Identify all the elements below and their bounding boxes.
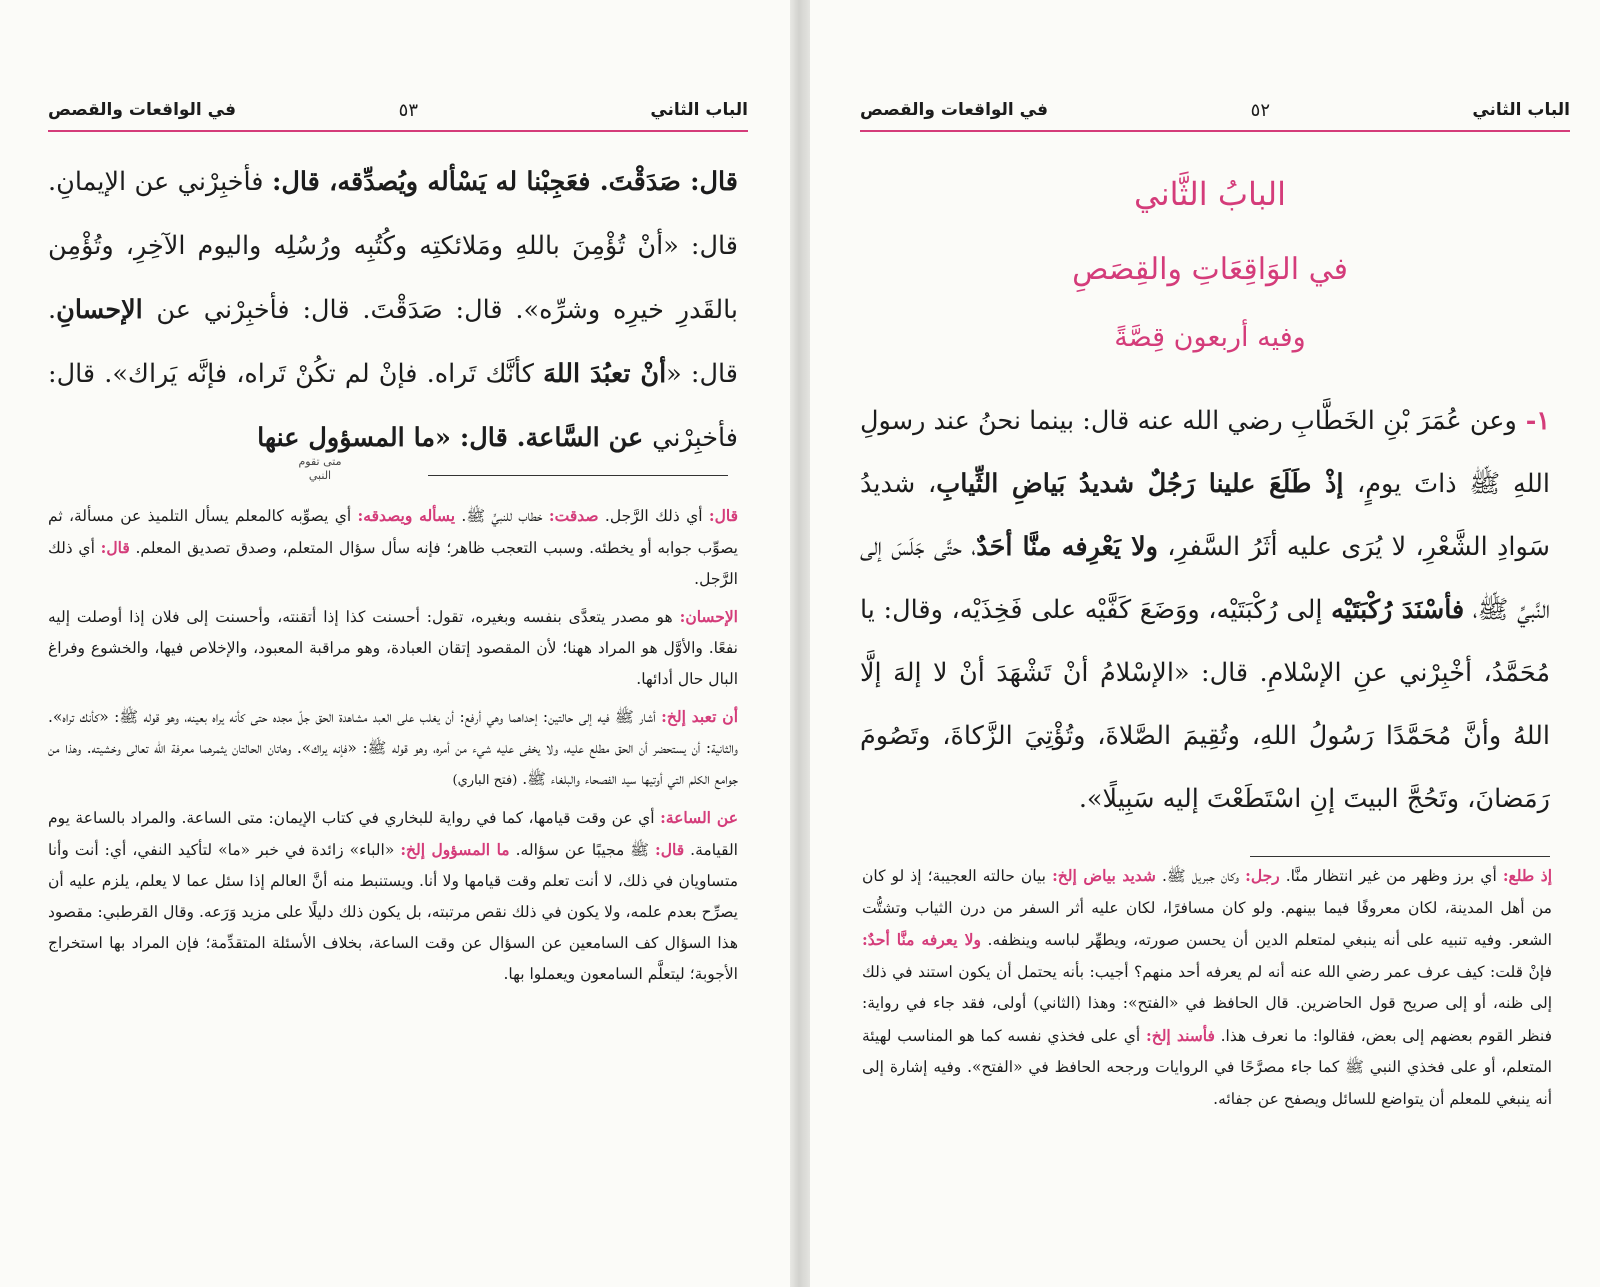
note-text: فإنْ قلت: كيف عرف عمر رضي الله عنه أنه لم يعرفه أحد منهم؟ أجيب: بأنه يحتمل أن يكون استند في ذلك إلى ظنه، أو إلى صريح قول الحاضرين. قال الحافظ في «الفتح»: وهذا (الثاني) أولى، فقد جاء في رواية: فنظر القوم بعضهم إلى بعض، فقالوا: ما نعرف هذا. <box>862 962 1552 1045</box>
note-text: أشار ﷺ فيه إلى حالتين: إحداهما وهي أرفع: أن يغلب على العبد مشاهدة الحق جلّ مجده حتى كأنه يراه بعينه، وهو قوله ﷺ: «كأنك تراه». والثانية: أن يستحضر أن الحق مطلع عليه، ولا يخفى عليه شيء من أمره، وهو قوله ﷺ: «فإنه يراك». وهاتان الحالتان يثمرهما معرفة الله تعالى وخشيته. وهذا من جوامع الكلم التي أوتيها سيد الفصحاء والبلغاء ﷺ. <box>48 708 738 788</box>
story-number: ١- <box>1516 406 1551 436</box>
chapter-title: البابُ الثَّاني <box>1134 175 1286 213</box>
note-keyword: رجل: <box>1245 866 1280 885</box>
note-source: (فتح الباري) <box>452 773 518 788</box>
main-segment: فأخبِرْني عن الإيمانِ. قال: «أنْ تُؤْمِنَ باللهِ ومَلائكتِه وكُتُبِه ورُسُلِه واليوم الآخِرِ، وتُؤْمِن بالقَدرِ خيرِه وشرِّه». قال: صَدَقْتَ. قال: فأخبِرْني عن <box>48 167 738 325</box>
main-segment: ولا يَعْرِفه منَّا أحَدٌ <box>976 532 1158 562</box>
footnotes <box>862 860 1552 1121</box>
footnote <box>48 701 738 796</box>
note-keyword: ولا يعرفه منَّا أحدٌ: <box>862 930 981 949</box>
note-text: أي يصوِّبه كالمعلم يسأل التلميذ عن مسألة، ثم يصوِّب جوابه أو يخطئه. وسبب التعجب ظاهر؛ فإنه سأل سؤال المتعلم، وصدق تصديق المعلم. <box>48 507 738 557</box>
margin-note-line: النبي <box>308 469 332 482</box>
header-topic: في الواقعات والقصص <box>860 100 1049 120</box>
footnote <box>862 860 1552 1115</box>
note-text: وكان جبريل ﷺ. <box>1155 867 1246 885</box>
page-number: ٥٣ <box>398 100 418 121</box>
note-keyword: الإحسان: <box>679 607 738 626</box>
note-text: «الباء» زائدة في خبر «ما» لتأكيد النفي، أي: أنت وأنا متساويان في ذلك، لا أنت تعلم وقت قيامها ولا أنا. ويستنبط منه أنَّ العالم إذا سئل عما لا يعلم، يلزم عليه أن يصرِّح بعدم علمه، ولا يكون في ذلك نقص مرتبته، بل يكون ذلك دليلًا على مزيد وَرَعه. وقال القرطبي: مقصود هذا السؤال كف السامعين عن السؤال عن وقت الساعة، بخلاف الأسئلة المتقدِّمة؛ فإن المراد بها استخراج الأجوبة؛ ليتعلَّم السامعون ويعملوا بها. <box>48 841 738 983</box>
note-text: خطاب للنبيِّ ﷺ. <box>455 507 549 525</box>
footnote <box>48 500 738 595</box>
main-segment: الإحسانِ <box>56 295 157 325</box>
footnote-divider <box>1250 856 1550 857</box>
main-segment: قال: صَدَقْتَ. فعَجِبْنا له يَسْأله ويُصدِّقه، قال: <box>271 167 738 197</box>
main-segment: إلى رُكْبَتَيْه، ووَضَعَ كَفَّيْه على فَخِذَيْه، وقال: يا مُحَمَّدُ، أخْبِرْني عنِ الإسْلامِ. قال: «الإسْلامُ أنْ تَشْهَدَ أنْ لا إلهَ إلَّا اللهُ وأنَّ مُحَمَّدًا رَسُولُ اللهِ، وتُقِيمَ الصَّلاةَ، وتُؤْتِيَ الزَّكاةَ، وتَصُومَ رَمَضانَ، وتَحُجَّ البيتَ إنِ اسْتَطَعْتَ إليه سَبِيلًا». <box>860 595 1550 814</box>
main-segment: كأنَّك تَراه. فإنْ لم تكُنْ تَراه، فإنَّه يَراك». قال: فأخبِرْني <box>48 359 738 453</box>
chapter-subtitle: في الوَاقِعَاتِ والقِصَصِ <box>1072 252 1348 287</box>
page-header <box>860 96 1570 132</box>
margin-note <box>290 455 350 483</box>
main-text <box>860 390 1550 831</box>
main-segment: إذْ طَلَعَ علينا رَجُلٌ شديدُ بَياضِ الثِّيابِ <box>936 469 1358 499</box>
note-text: أي ذلك الرَّجل. <box>598 507 709 525</box>
page-header <box>48 96 748 132</box>
page-number: ٥٢ <box>1250 100 1270 121</box>
note-text: ﷺ مجيبًا عن سؤاله. <box>509 841 656 859</box>
margin-note-line: متى تقوم <box>298 455 342 468</box>
main-segment: وعن عُمَرَ بْنِ الخَطَّابِ رضي الله عنه قال: بينما نحنُ عند رسولِ اللهِ ﷺ ذاتَ يومٍ، <box>860 406 1550 499</box>
note-keyword: ما المسؤول إلخ: <box>400 840 510 859</box>
chapter-note: وفيه أربعون قِصَّةً <box>1114 322 1306 353</box>
header-chapter: الباب الثاني <box>1472 100 1570 120</box>
main-text <box>48 150 738 470</box>
footnote <box>48 601 738 695</box>
note-keyword: عن الساعة: <box>660 808 738 827</box>
note-keyword: قال: <box>708 506 738 525</box>
note-keyword: إذ طلع: <box>1502 866 1553 885</box>
note-text: أي ذلك الرَّجل. <box>48 539 738 588</box>
note-text: بيان حالته العجيبة؛ إذ لو كان من أهل المدينة، لكان معروفًا فيما بينهم. ولو كان مسافرًا، لكان عليه أثر السفر من درن الثياب وتشتُّت الشعر. وفيه تنبيه على أنه ينبغي لمتعلم الدين أن يحسن صورته، ويطهِّر لباسه وينظفه. <box>862 867 1552 949</box>
note-text: أي على فخذي نفسه كما هو المناسب لهيئة المتعلم، أو على فخذي النبي ﷺ كما جاء مصرَّحًا في الروايات ورجحه الحافظ في «الفتح». وفيه إشارة إلى أنه ينبغي للمعلم أن يتواضع للسائل ويصفح عن جفائه. <box>862 1026 1552 1108</box>
book-gutter <box>790 0 810 1287</box>
header-chapter: الباب الثاني <box>650 100 748 120</box>
note-keyword: فأسند إلخ: <box>1145 1025 1215 1045</box>
main-segment: . قال: « <box>48 295 738 389</box>
header-topic: في الواقعات والقصص <box>48 100 237 120</box>
main-segment: فأسْنَدَ رُكْبَتَيْه <box>1331 595 1465 625</box>
right-page <box>810 0 1600 1287</box>
footnotes <box>48 500 738 996</box>
note-text: أي برز وظهر من غير انتظار منَّا. <box>1279 867 1503 885</box>
note-keyword: أن تعبد إلخ: <box>661 707 738 726</box>
footnote <box>48 802 738 990</box>
note-keyword: يسأله ويصدقه: <box>357 506 456 525</box>
note-text: أي عن وقت قيامها، كما في رواية للبخاري في كتاب الإيمان: متى الساعة. والمراد بالساعة يوم القيامة. <box>48 809 738 859</box>
note-keyword: شديد بياض إلخ: <box>1052 866 1156 885</box>
note-text: هو مصدر يتعدَّى بنفسه وبغيره، تقول: أحسنت كذا إذا أتقنته، وأحسنت إلى فلان إذا أوصلت إليه نفعًا. والأوَّل هو المراد ههنا؛ لأن المقصود إتقان العبادة، وهو مراقبة المعبود، والإخلاص فيها، والخشوع وفراغ البال حال أدائها. <box>48 608 738 688</box>
main-segment: أنْ تعبُدَ اللهَ <box>543 359 667 389</box>
note-keyword: قال: <box>655 840 685 859</box>
main-segment: ، شديدُ سَوادِ الشَّعْرِ، لا يُرَى عليه أثَرُ السَّفرِ، <box>860 469 1550 562</box>
left-page <box>0 0 790 1287</box>
main-segment: عن السَّاعة. قال: «ما المسؤول عنها <box>257 423 653 453</box>
note-keyword: صدقت: <box>548 506 599 525</box>
note-keyword: قال: <box>100 538 130 557</box>
main-segment: ، حتَّى جَلَسَ إلى النَّبيِّ ﷺ، <box>860 532 1550 625</box>
footnote-divider <box>428 475 728 476</box>
